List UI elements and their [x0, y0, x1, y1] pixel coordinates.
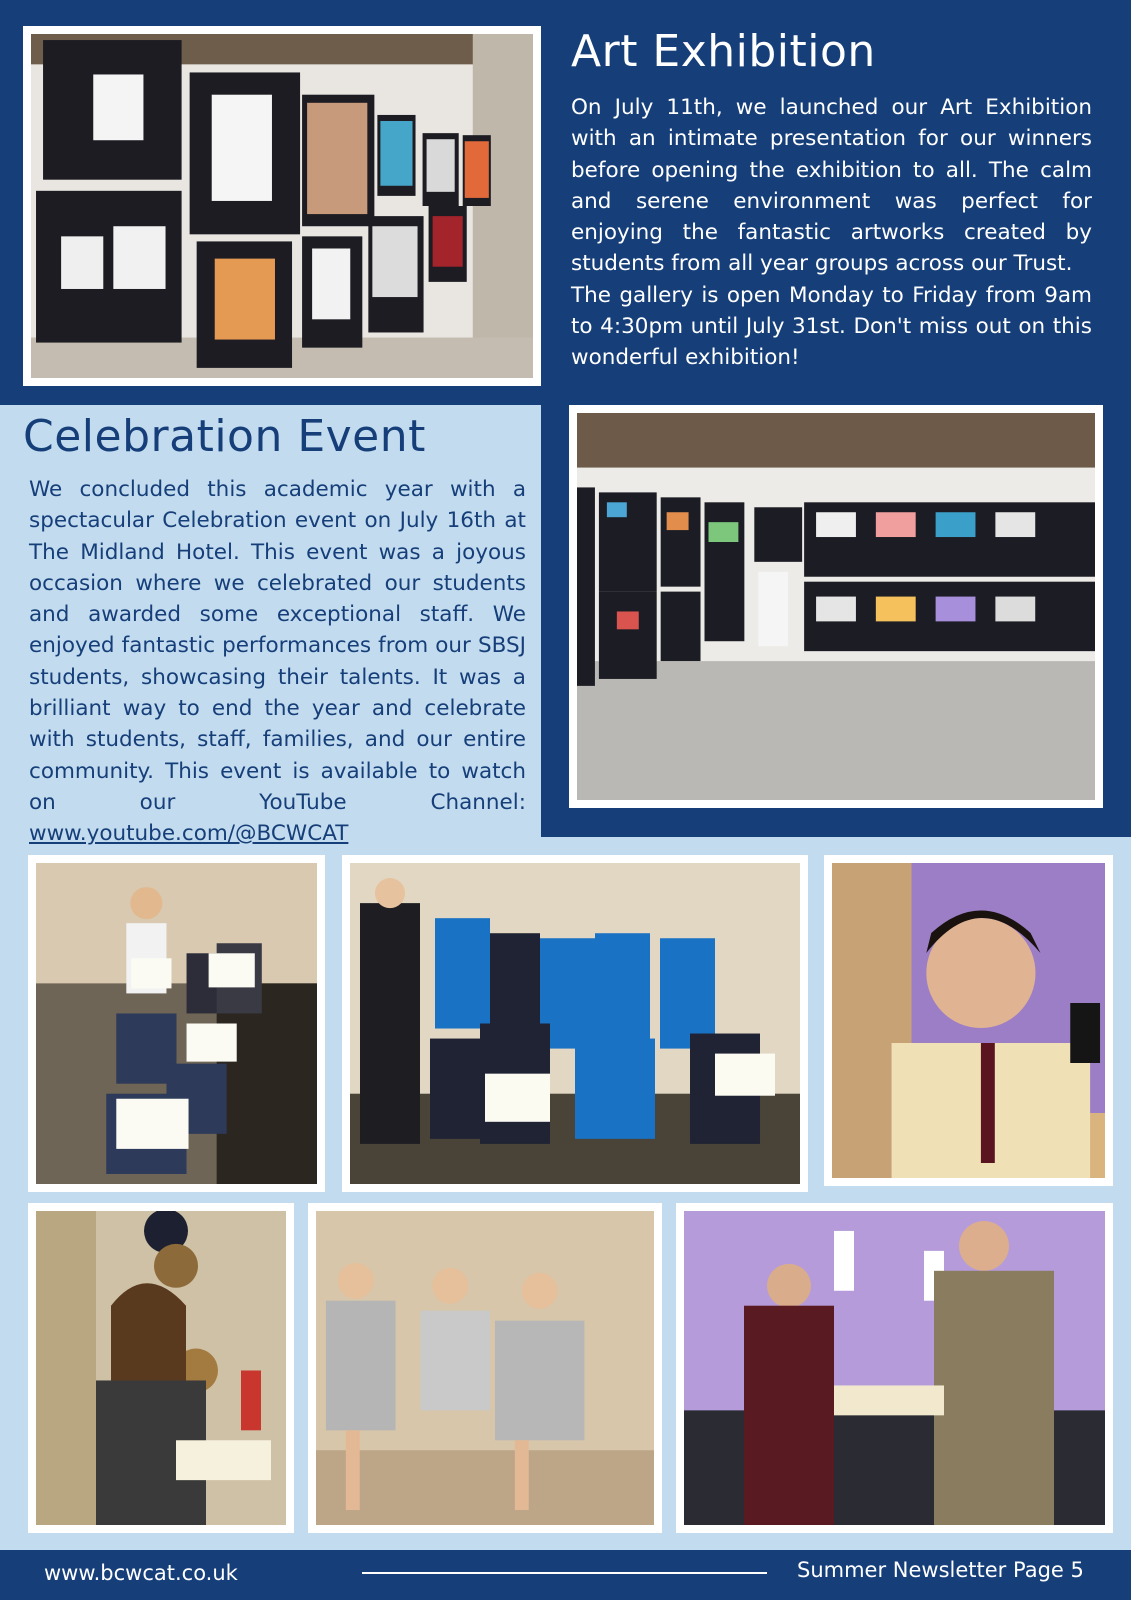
- art-exhibition-wall-photo: [31, 34, 533, 378]
- singer-photo-frame: [824, 855, 1113, 1186]
- celebration-event-title: Celebration Event: [23, 411, 426, 462]
- chess-award-photo: [684, 1211, 1105, 1525]
- footer-divider: [362, 1572, 767, 1574]
- dancers-performance-photo: [316, 1211, 654, 1525]
- footer-website: www.bcwcat.co.uk: [44, 1561, 238, 1585]
- certificate-winners-photo-frame: [28, 855, 325, 1192]
- celebration-event-text: We concluded this academic year with a spectacular Celebration event on July 16th at The Midland Hotel. This event was a joyous occasion where we celebrated our students and awarded some exceptional staff. We enjoyed fantastic performances from our SBSJ students, showcasing their talents. It was a brilliant way to end the year and celebrate with students, staff, families, and our entire community. This event is available to watch on our YouTube Channel:: [29, 477, 526, 815]
- art-exhibition-paragraph-1: On July 11th, we launched our Art Exhibition with an intimate presentation for our winners before opening the exhibition to all. The calm and serene environment was perfect for enjoying the fantastic artworks created by students from all year groups across our Trust.: [571, 95, 1092, 277]
- art-exhibition-title: Art Exhibition: [571, 26, 876, 77]
- chess-award-photo-frame: [676, 1203, 1113, 1533]
- award-girl-photo: [36, 1211, 286, 1525]
- certificate-winners-photo: [36, 863, 317, 1184]
- art-exhibition-paragraph-2: The gallery is open Monday to Friday from 9am to 4:30pm until July 31st. Don't miss out on this wonderful exhibition!: [571, 282, 1092, 371]
- art-exhibition-photo-frame: [23, 26, 541, 386]
- gallery-room-photo: [577, 413, 1095, 800]
- youtube-channel-link[interactable]: www.youtube.com/@BCWCAT: [29, 821, 349, 847]
- gallery-photo-frame: [569, 405, 1103, 808]
- group-students-photo: [350, 863, 800, 1184]
- dancers-photo-frame: [308, 1203, 662, 1533]
- footer-page-label: Summer Newsletter Page 5: [797, 1558, 1084, 1582]
- award-girl-photo-frame: [28, 1203, 294, 1533]
- singer-performance-photo: [832, 863, 1105, 1178]
- group-students-photo-frame: [342, 855, 808, 1192]
- celebration-event-paragraph: [29, 474, 526, 850]
